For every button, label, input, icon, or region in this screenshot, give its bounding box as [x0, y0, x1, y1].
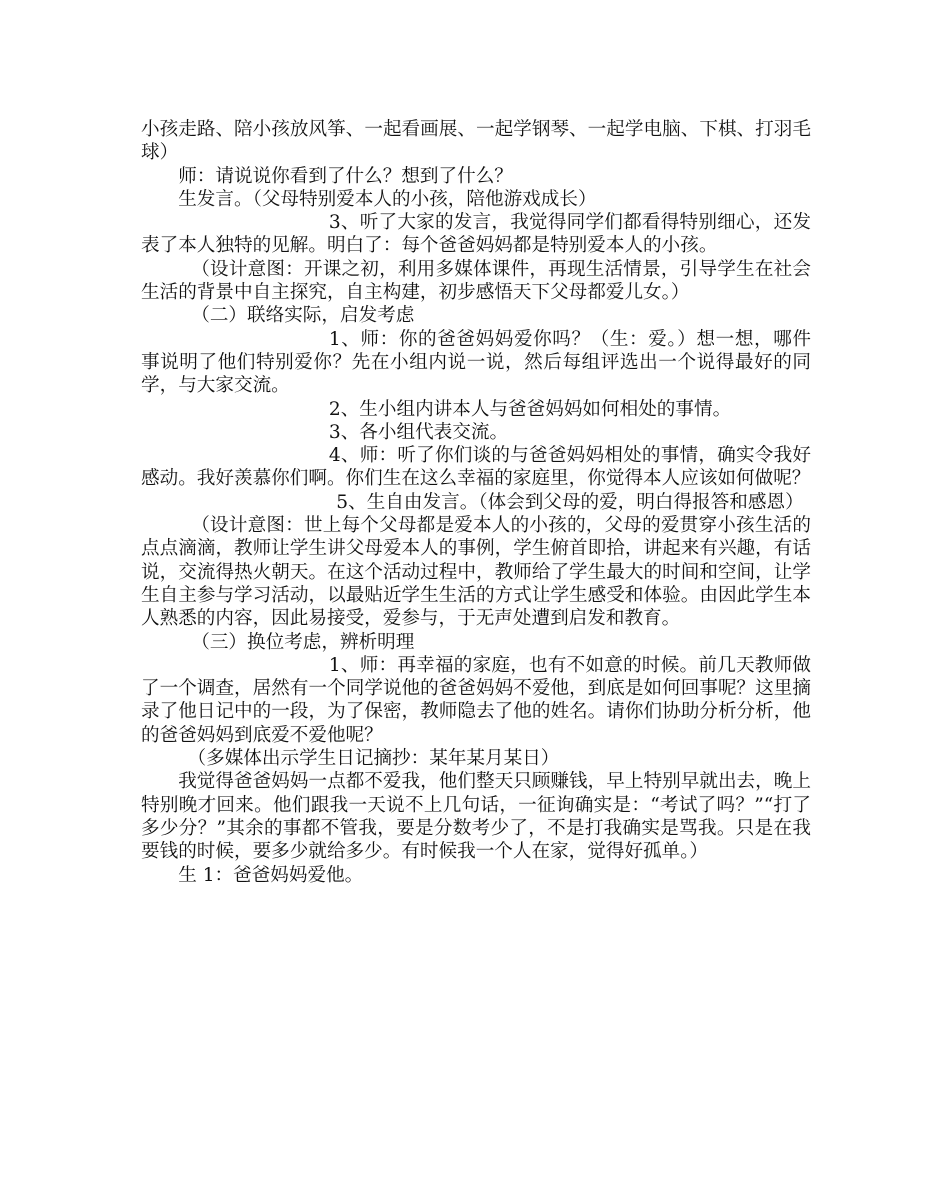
- section-heading-3: （三）换位考虑，辨析明理: [191, 631, 415, 653]
- paragraph-4: 3、听了大家的发言，我觉得同学们都看得特别细心，还发表了本人独特的见解。明白了：每个爸爸妈妈都是特别爱本人的小孩。: [141, 212, 811, 257]
- paragraph-12: （设计意图：世上每个父母都是爱本人的小孩的，父母的爱贯穿小孩生活的点点滴滴，教师让学生讲父母爱本人的事例，学生俯首即拾，讲起来有兴趣，有话说，交流得热火朝天。在这个活动过程中，教师给了学生最大的时间和空间，让学生自主参与学习活动，以最贴近学生生活的方式让学生感受和体验。由因此学生本人熟悉的内容，因此易接受，爱参与，于无声处遭到启发和教育。: [141, 515, 811, 630]
- paragraph-5: （设计意图：开课之初，利用多媒体课件，再现生活情景，引导学生在社会生活的背景中自主探究，自主构建，初步感悟天下父母都爱儿女。）: [141, 258, 811, 304]
- diary-excerpt: 我觉得爸爸妈妈一点都不爱我，他们整天只顾赚钱，早上特别早就出去，晚上特别晚才回来。他们跟我一天说不上几句话，一征询确实是：“考试了吗？”“打了多少分？”其余的事都不管我，要是分数考少了，不是打我确实是骂我。只是在我要钱的时候，要多少就给多少。有时候我一个人在家，觉得好孤单。）: [141, 771, 811, 863]
- section-heading-2: （二）联络实际，启发考虑: [191, 305, 415, 327]
- paragraph-1: 小孩走路、陪小孩放风筝、一起看画展、一起学钢琴、一起学电脑、下棋、打羽毛球）: [141, 119, 811, 164]
- paragraph-7: 1、师：你的爸爸妈妈爱你吗？（生：爱。）想一想，哪件事说明了他们特别爱你？先在小组内说一说，然后每组评选出一个说得最好的同学，与大家交流。: [141, 328, 811, 397]
- paragraph-8: 2、生小组内讲本人与爸爸妈妈如何相处的事情。: [328, 398, 732, 420]
- document-page: [141, 118, 811, 887]
- paragraph-2: 师：请说说你看到了什么？想到了什么？: [178, 165, 513, 187]
- paragraph-10: 4、师：听了你们谈的与爸爸妈妈相处的事情，确实令我好感动。我好羡慕你们啊。你们生在这么幸福的家庭里，你觉得本人应该如何做呢？: [141, 445, 811, 490]
- paragraph-17: 生 1：爸爸妈妈爱他。: [178, 864, 364, 886]
- paragraph-15: （多媒体出示学生日记摘抄：某年某月某日）: [187, 748, 560, 770]
- paragraph-9: 3、各小组代表交流。: [328, 421, 509, 443]
- paragraph-11: 5、生自由发言。（体会到父母的爱，明白得报答和感恩）: [336, 491, 804, 513]
- paragraph-14: 1、师：再幸福的家庭，也有不如意的时候。前几天教师做了一个调查，居然有一个同学说他的爸爸妈妈不爱他，到底是如何回事呢？这里摘录了他日记中的一段，为了保密，教师隐去了他的姓名。请你们协助分析分析，他的爸爸妈妈到底爱不爱他呢？: [141, 654, 811, 746]
- paragraph-3: 生发言。（父母特别爱本人的小孩，陪他游戏成长）: [178, 188, 597, 210]
